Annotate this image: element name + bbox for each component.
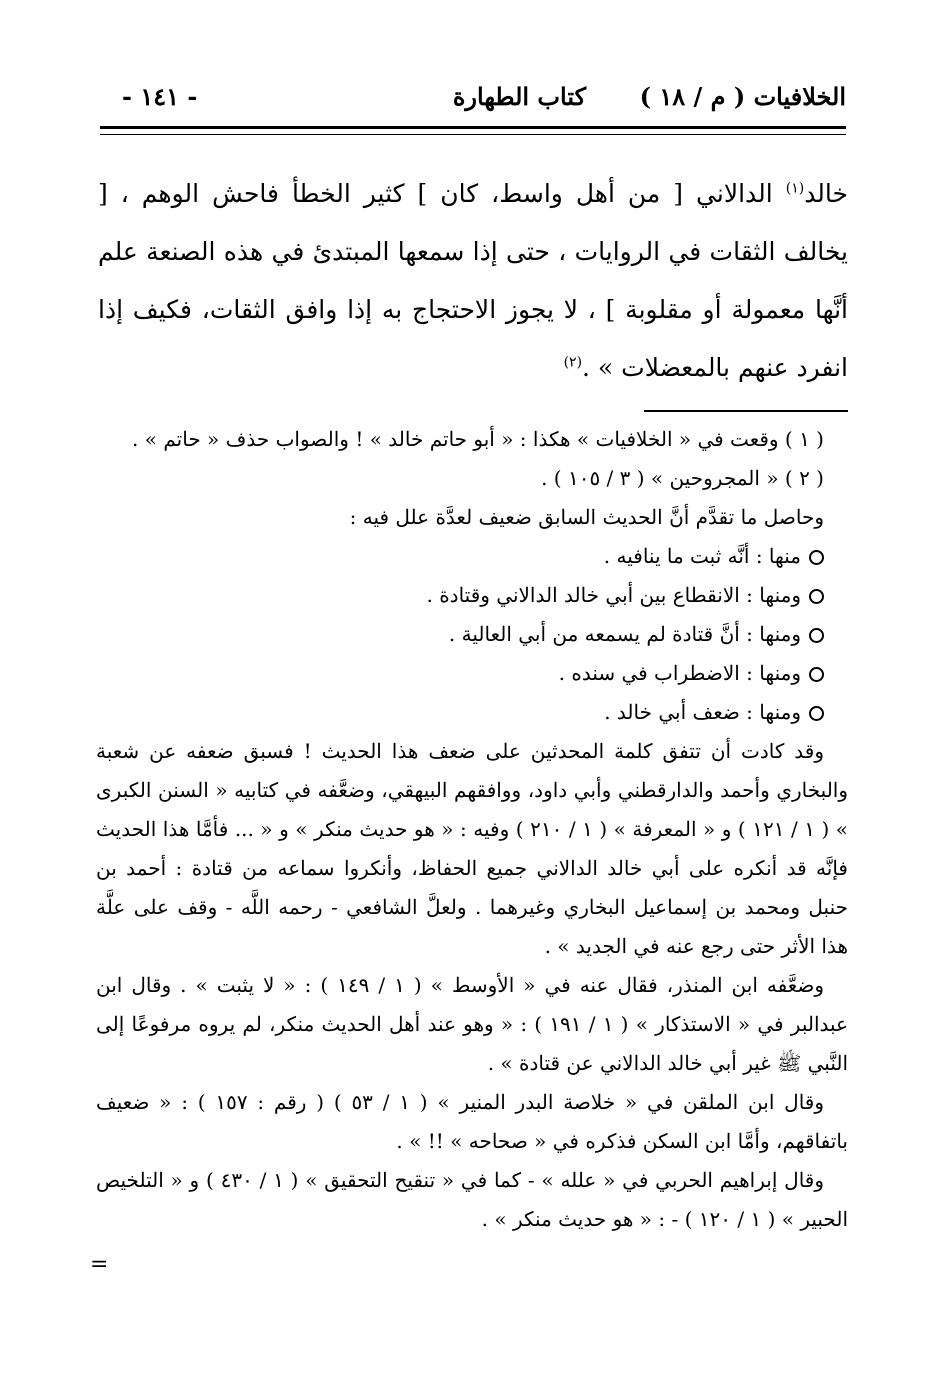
list-item: ومنها : الانقطاع بين أبي خالد الدالاني وقتادة .: [96, 576, 848, 615]
list-item: ومنها : أنَّ قتادة لم يسمعه من أبي العالية .: [96, 615, 848, 654]
footnote-2: ( ٢ ) « المجروحين » ( ٣ / ١٠٥ ) .: [541, 466, 824, 490]
page-header: [100, 76, 846, 124]
list-item: ومنها : ضعف أبي خالد .: [96, 693, 848, 732]
note-paragraph-4: وقال إبراهيم الحربي في « علله » - كما في « تنقيح التحقيق » ( ١ / ٤٣٠ ) و « التلخيص الحبير » ( ١ / ١٢٠ ) - : « هو حديث منكر » .: [96, 1168, 848, 1231]
bullet-icon: [809, 667, 824, 682]
footnote-1: ( ١ ) وقعت في « الخلافيات » هكذا : « أبو حاتم خالد » ! والصواب حذف « حاتم » .: [132, 427, 824, 451]
note-paragraph-3: وقال ابن الملقن في « خلاصة البدر المنير » ( ١ / ٥٣ ) ( رقم : ١٥٧ ) : « ضعيف باتفاقهم، وأمَّا ابن السكن فذكره في « صحاحه » !! » .: [96, 1090, 848, 1153]
header-rule-thick: [100, 126, 846, 129]
continuation-mark: =: [90, 1252, 109, 1277]
running-title: الخلافيات ( م / ١٨ ): [639, 82, 846, 111]
chapter-title: كتاب الطهارة: [452, 82, 586, 111]
note-paragraph-2: وضعَّفه ابن المنذر، فقال عنه في « الأوسط » ( ١ / ١٤٩ ) : « لا يثبت » . وقال ابن عبدالبر في « الاستذكار » ( ١ / ١٩١ ) : « وهو عند أهل الحديث منكر، لم يروه مرفوعًا إلى النَّبي ﷺ غير أبي خالد الدالاني عن قتادة » .: [96, 973, 848, 1075]
footnote-ref-1: (١): [785, 180, 805, 197]
footnote-ref-2: (٢): [563, 354, 583, 371]
footnotes: [96, 420, 848, 1239]
bullet-icon: [809, 550, 824, 565]
page-number: - ١٤١ -: [122, 82, 198, 111]
main-text: [98, 165, 848, 397]
list-item: ومنها : الاضطراب في سنده .: [96, 654, 848, 693]
footnote-separator: [644, 410, 848, 412]
main-text-body: الدالاني [ من أهل واسط، كان ] كثير الخطأ فاحش الوهم ، [ يخالف الثقات في الروايات ، حتى إذا سمعها المبتدئ في هذه الصنعة علم أنَّها معمولة أو مقلوبة ] ، لا يجوز الاحتجاج به إذا وافق الثقات، فكيف إذا انفرد عنهم بالمعضلات » .: [98, 179, 848, 382]
main-text-start: خالد: [804, 179, 848, 208]
note-paragraph-1: وقد كادت أن تتفق كلمة المحدثين على ضعف هذا الحديث ! فسبق ضعفه عن شعبة والبخاري وأحمد والدارقطني وأبي داود، ووافقهم البيهقي، وضعَّفه في كتابيه « السنن الكبرى » ( ١ / ١٢١ ) و « المعرفة » ( ١ / ٢١٠ ) وفيه : « هو حديث منكر » و « ... فأمَّا هذا الحديث فإنَّه قد أنكره على أبي خالد الدالاني جميع الحفاظ، وأنكروا سماعه من قتادة : أحمد بن حنبل ومحمد بن إسماعيل البخاري وغيرهما . ولعلَّ الشافعي - رحمه اللَّه - وقف على علَّة هذا الأثر حتى رجع عنه في الجديد » .: [96, 739, 849, 958]
bullet-icon: [809, 706, 824, 721]
list-item: منها : أنَّه ثبت ما ينافيه .: [96, 537, 848, 576]
header-rule-thin: [100, 134, 846, 135]
summary-intro: وحاصل ما تقدَّم أنَّ الحديث السابق ضعيف لعدَّة علل فيه :: [349, 505, 824, 529]
bullet-icon: [809, 589, 824, 604]
bullet-icon: [809, 628, 824, 643]
main-paragraph: [98, 165, 848, 397]
